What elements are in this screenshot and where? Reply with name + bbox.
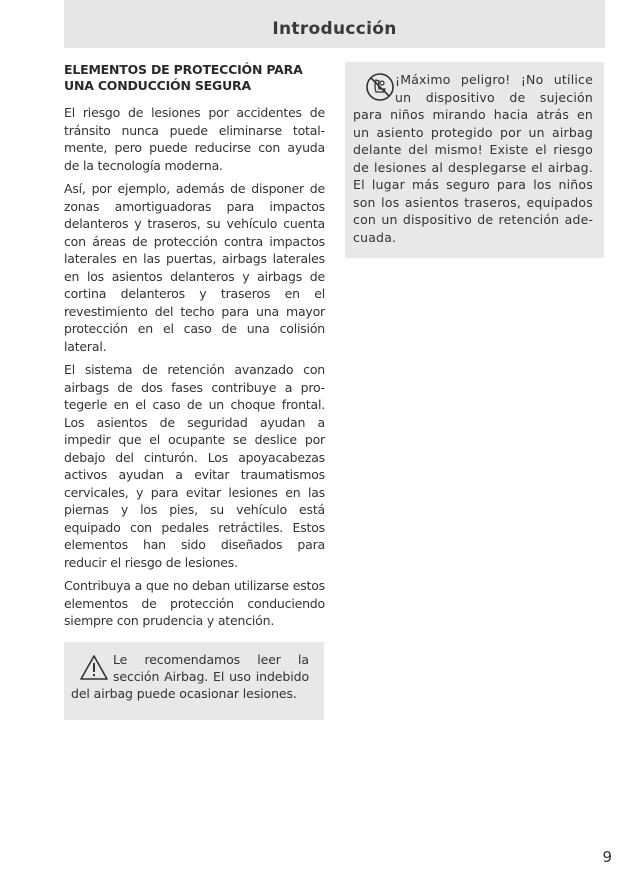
page-number: 9 bbox=[602, 848, 612, 866]
left-column bbox=[64, 62, 325, 636]
paragraph-3: El sistema de retención avanzado con airbags de dos fases contribuye a protegerle en el caso de un choque frontal. Los asientos de seguridad ayudan a impedir que el ocupante se deslice por debajo del cinturón. Los apoyacabezas activos ayudan a evitar traumatismos cervicales, y para evitar lesiones en las piernas y los pies, su vehículo está equipado con pedales retráctiles. Estos elementos han sido diseñados para reducir el riesgo de lesiones. bbox=[64, 362, 325, 570]
warning-content bbox=[353, 71, 593, 246]
warning-box bbox=[345, 62, 604, 258]
note-box bbox=[64, 642, 324, 720]
note-content bbox=[71, 651, 309, 702]
no-rear-facing-child-seat-icon bbox=[353, 71, 395, 105]
paragraph-4: Contribuya a que no deban utilizarse estos elementos de protección conduciendo siempre con prudencia y atención. bbox=[64, 578, 325, 628]
note-text: Le recomendamos leer la sección Airbag. El uso indebido del airbag puede ocasionar lesiones. bbox=[71, 652, 309, 701]
section-heading: ELEMENTOS DE PROTECCIÓN PARA UNA CONDUCCIÓN SEGURA bbox=[64, 62, 303, 93]
paragraph-2: Así, por ejemplo, además de disponer de zonas amortiguadoras para impactos delanteros y traseros, su vehículo cuenta con áreas de protección contra impactos laterales en las puertas, airbags laterales en los asientos delanteros y airbags de cortina delanteros y traseros en el revestimiento del techo para una mayor protección en el caso de una colisión lateral. bbox=[64, 181, 325, 354]
paragraph-1: El riesgo de lesiones por accidentes de tránsito nunca puede eliminarse totalmente, pero puede reducirse con ayuda de la tecnología moderna. bbox=[64, 105, 325, 173]
warning-text: ¡Máximo peligro! ¡No utilice un dispositivo de sujeción para niños mirando hacia atrás en un asiento protegido por un airbag delante del mismo! Existe el riesgo de lesiones al desplegarse el airbag. El lugar más seguro para los niños son los asientos traseros, equipados con un dispositivo de retención adecuada. bbox=[353, 72, 593, 245]
warning-triangle-icon bbox=[71, 651, 113, 685]
page-title: Introducción bbox=[272, 19, 397, 39]
page-header bbox=[64, 0, 605, 48]
